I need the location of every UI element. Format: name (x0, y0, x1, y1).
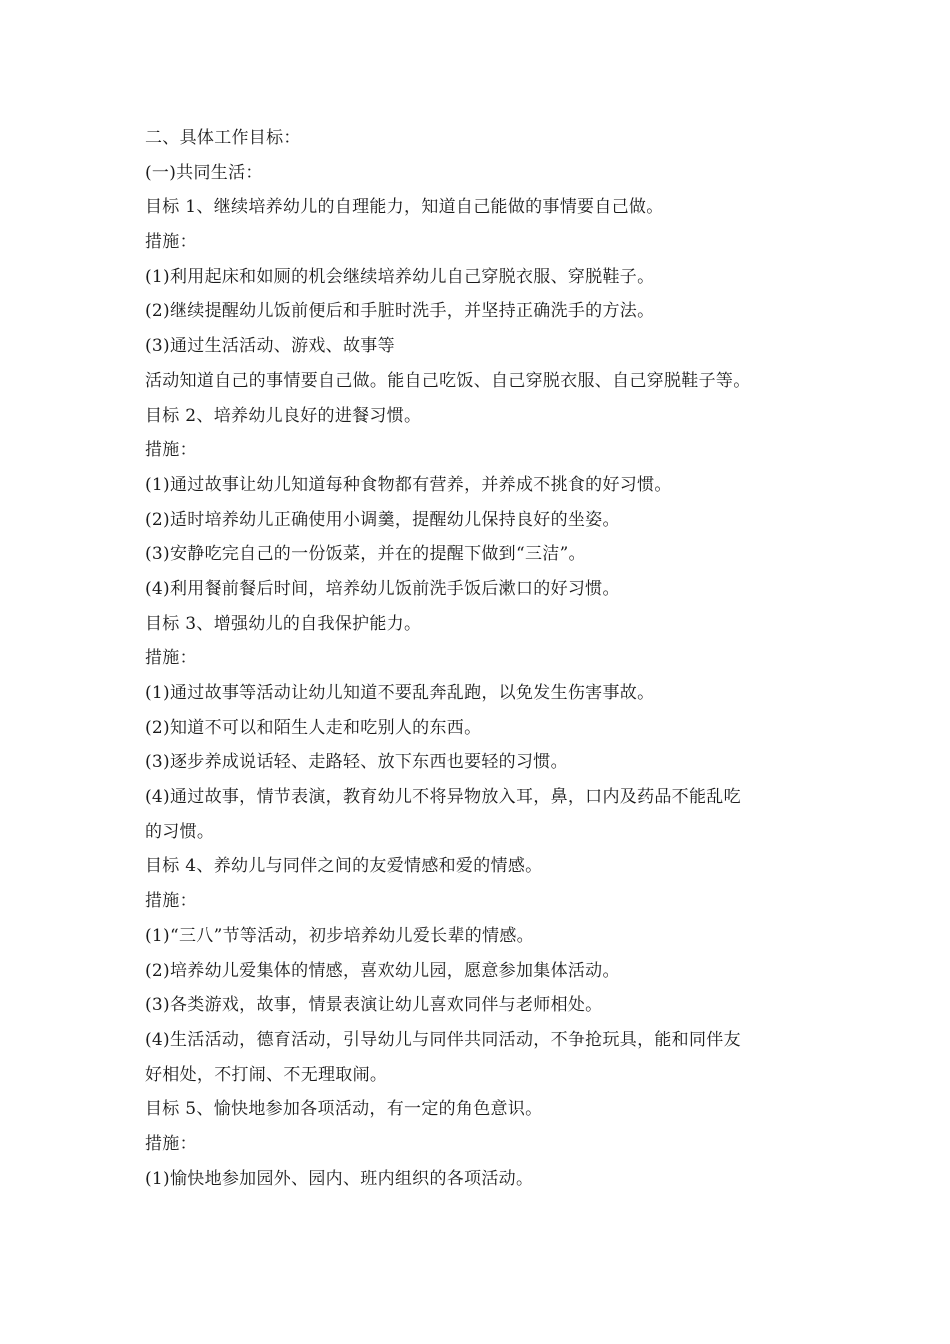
goal-1-heading: 目标 1、继续培养幼儿的自理能力，知道自己能做的事情要自己做。 (145, 197, 664, 218)
measures-label: 措施： (145, 440, 197, 461)
goal-2-heading: 目标 2、培养幼儿良好的进餐习惯。 (145, 405, 422, 426)
measure-item-continued: 的习惯。 (145, 821, 215, 842)
document-body (145, 121, 815, 1196)
goal-5-heading: 目标 5、愉快地参加各项活动，有一定的角色意识。 (145, 1099, 543, 1120)
section-heading: 二、具体工作目标： (145, 128, 301, 148)
measure-item-continued: 好相处，不打闹、不无理取闹。 (145, 1064, 388, 1085)
measure-item: (2)培养幼儿爱集体的情感，喜欢幼儿园，愿意参加集体活动。 (145, 960, 620, 981)
goal-4-heading: 目标 4、养幼儿与同伴之间的友爱情感和爱的情感。 (145, 856, 543, 877)
measure-item: (4)利用餐前餐后时间，培养幼儿饭前洗手饭后漱口的好习惯。 (145, 578, 620, 599)
goal-3-heading: 目标 3、增强幼儿的自我保护能力。 (145, 613, 422, 634)
measure-item: (1)通过故事等活动让幼儿知道不要乱奔乱跑，以免发生伤害事故。 (145, 683, 655, 703)
measures-label: 措施： (145, 891, 197, 912)
measure-item: (1)利用起床和如厕的机会继续培养幼儿自己穿脱衣服、穿脱鞋子。 (145, 266, 655, 287)
measure-item: (3)通过生活活动、游戏、故事等 (145, 336, 395, 357)
measure-item: (3)安静吃完自己的一份饭菜，并在的提醒下做到“三洁”。 (145, 544, 586, 565)
measure-item: (4)生活活动，德育活动，引导幼儿与同伴共同活动，不争抢玩具，能和同伴友 (145, 1029, 741, 1050)
measure-item: (3)各类游戏，故事，情景表演让幼儿喜欢同伴与老师相处。 (145, 995, 603, 1016)
measure-item: (4)通过故事，情节表演，教育幼儿不将异物放入耳，鼻，口内及药品不能乱吃 (145, 787, 741, 808)
measure-item: (2)适时培养幼儿正确使用小调羹，提醒幼儿保持良好的坐姿。 (145, 509, 620, 530)
measure-item: (3)逐步养成说话轻、走路轻、放下东西也要轻的习惯。 (145, 752, 568, 773)
measure-item: (2)知道不可以和陌生人走和吃别人的东西。 (145, 717, 482, 738)
measures-label: 措施： (145, 648, 197, 669)
measure-item-continued: 活动知道自己的事情要自己做。能自己吃饭、自己穿脱衣服、自己穿脱鞋子等。 (145, 370, 751, 391)
measure-item: (1)愉快地参加园外、园内、班内组织的各项活动。 (145, 1168, 534, 1189)
measure-item: (1)“三八”节等活动，初步培养幼儿爱长辈的情感。 (145, 925, 534, 946)
measures-label: 措施： (145, 1133, 197, 1154)
measures-label: 措施： (145, 232, 197, 253)
measure-item: (2)继续提醒幼儿饭前便后和手脏时洗手，并坚持正确洗手的方法。 (145, 301, 655, 322)
measure-item: (1)通过故事让幼儿知道每种食物都有营养，并养成不挑食的好习惯。 (145, 474, 672, 495)
subsection-heading: (一)共同生活： (145, 162, 263, 183)
